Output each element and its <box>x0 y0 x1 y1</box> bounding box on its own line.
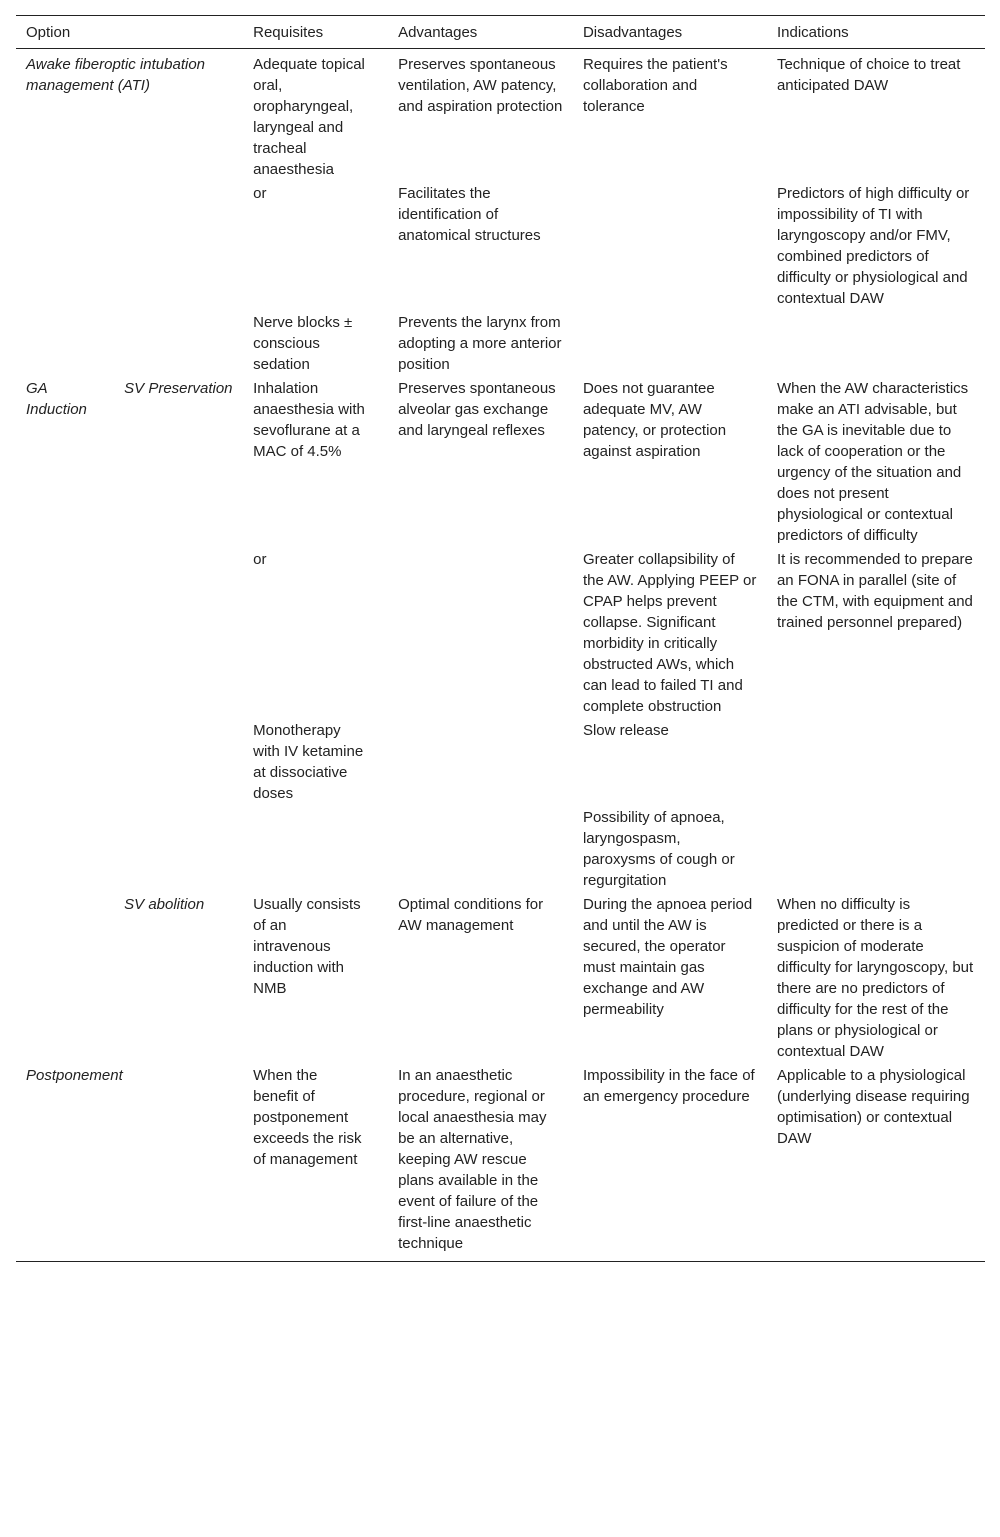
advantages-cell: Optimal conditions for AW management <box>398 896 544 934</box>
disadvantages-cell: Impossibility in the face of an emergency procedure <box>582 1067 755 1105</box>
requisites-cell: Nerve blocks ± conscious sedation <box>253 314 353 373</box>
table-row <box>16 49 985 182</box>
table-row <box>16 181 985 310</box>
table-row <box>16 310 985 376</box>
disadvantages-cell: During the apnoea period and until the AW is secured, the operator must maintain gas exchange and AW permeability <box>582 896 753 1018</box>
table-row <box>16 376 985 547</box>
requisites-cell: Adequate topical oral, oropharyngeal, laryngeal and tracheal anaesthesia <box>253 56 365 178</box>
disadvantages-cell: Requires the patient's collaboration and tolerance <box>582 56 728 115</box>
indications-cell: Technique of choice to treat anticipated DAW <box>776 56 961 94</box>
header-indications: Indications <box>776 24 849 41</box>
indications-cell: It is recommended to prepare an FONA in parallel (site of the CTM, with equipment and trained personnel prepared) <box>776 551 973 631</box>
option-ga-induction: GA Induction <box>26 380 87 418</box>
requisites-cell: or <box>253 185 267 202</box>
advantages-cell: In an anaesthetic procedure, regional or local anaesthesia may be an alternative, keeping AW rescue plans available in the event of failure of the first-line anaesthetic technique <box>398 1067 547 1252</box>
table-row <box>16 547 985 718</box>
requisites-cell: When the benefit of postponement exceeds the risk of management <box>253 1067 362 1168</box>
disadvantages-cell: Does not guarantee adequate MV, AW patency, or protection against aspiration <box>582 380 727 460</box>
requisites-cell: or <box>253 551 267 568</box>
disadvantages-cell: Slow release <box>582 722 669 739</box>
option-postponement: Postponement <box>26 1067 123 1084</box>
sub-option-sv-preservation: SV Preservation <box>124 380 233 397</box>
header-option: Option <box>26 24 71 41</box>
advantages-cell: Preserves spontaneous ventilation, AW patency, and aspiration protection <box>398 56 563 115</box>
disadvantages-cell: Greater collapsibility of the AW. Applying PEEP or CPAP helps prevent collapse. Significant morbidity in critically obstructed AWs, which can lead to failed TI and complete obstruction <box>582 551 757 715</box>
indications-cell: Predictors of high difficulty or impossibility of TI with laryngoscopy and/or FMV, combined predictors of difficulty or physiological and contextual DAW <box>776 185 970 307</box>
requisites-cell: Inhalation anaesthesia with sevoflurane at a MAC of 4.5% <box>253 380 365 460</box>
table-row <box>16 718 985 805</box>
table-row <box>16 1063 985 1262</box>
header-requisites: Requisites <box>253 24 324 41</box>
requisites-cell: Usually consists of an intravenous induction with NMB <box>253 896 361 997</box>
header-row <box>16 16 985 49</box>
advantages-cell: Preserves spontaneous alveolar gas exchange and laryngeal reflexes <box>398 380 556 439</box>
disadvantages-cell: Possibility of apnoea, laryngospasm, paroxysms of cough or regurgitation <box>582 809 735 889</box>
table-row <box>16 892 985 1063</box>
sub-option-sv-abolition: SV abolition <box>124 896 205 913</box>
indications-cell: Applicable to a physiological (underlying disease requiring optimisation) or contextual DAW <box>776 1067 970 1147</box>
header-disadvantages: Disadvantages <box>582 24 683 41</box>
option-ati: Awake fiberoptic intubation management (ATI) <box>26 56 206 94</box>
table-row <box>16 805 985 892</box>
indications-cell: When no difficulty is predicted or there is a suspicion of moderate difficulty for laryngoscopy, but there are no predictors of difficulty for the rest of the plans or physiological or contextual DAW <box>776 896 974 1060</box>
indications-cell: When the AW characteristics make an ATI advisable, but the GA is inevitable due to lack of cooperation or the urgency of the situation and does not present physiological or contextual predictors of difficulty <box>776 380 969 544</box>
advantages-cell: Prevents the larynx from adopting a more anterior position <box>398 314 562 373</box>
header-advantages: Advantages <box>398 24 478 41</box>
requisites-cell: Monotherapy with IV ketamine at dissociative doses <box>253 722 364 802</box>
airway-management-options-table <box>16 15 985 1262</box>
advantages-cell: Facilitates the identification of anatomical structures <box>398 185 541 244</box>
